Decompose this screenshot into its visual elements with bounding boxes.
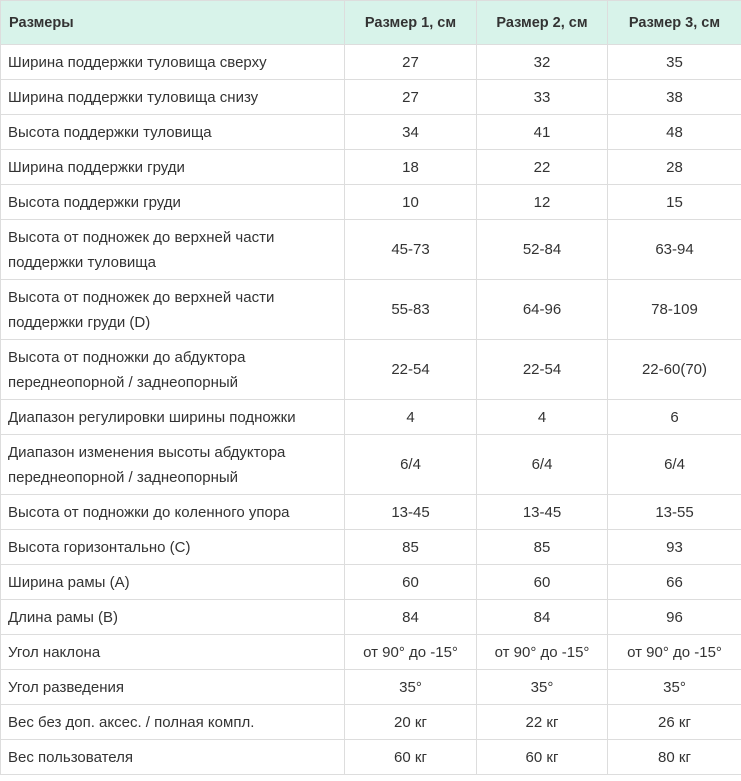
- table-row: [1, 670, 741, 705]
- table-row: [1, 400, 741, 435]
- size-1-value: 34: [345, 115, 477, 150]
- table-row: [1, 220, 741, 280]
- row-label: Вес пользователя: [1, 740, 345, 775]
- size-3-value: 38: [608, 80, 741, 115]
- size-2-value: 60: [477, 565, 608, 600]
- table-row: [1, 185, 741, 220]
- size-2-value: 6/4: [477, 435, 608, 495]
- size-3-value: 35°: [608, 670, 741, 705]
- row-label: Вес без доп. аксес. / полная компл.: [1, 705, 345, 740]
- size-1-value: 60 кг: [345, 740, 477, 775]
- size-1-value: 85: [345, 530, 477, 565]
- table-row: [1, 115, 741, 150]
- size-2-value: 52-84: [477, 220, 608, 280]
- size-2-value: 60 кг: [477, 740, 608, 775]
- header-size-1: Размер 1, см: [345, 1, 477, 45]
- row-label: Диапазон изменения высоты абдуктора переднеопорной / заднеопорный: [1, 435, 345, 495]
- size-2-value: 41: [477, 115, 608, 150]
- table-row: [1, 280, 741, 340]
- row-label: Ширина поддержки груди: [1, 150, 345, 185]
- row-label: Высота от подножек до верхней части поддержки туловища: [1, 220, 345, 280]
- row-label: Ширина рамы (A): [1, 565, 345, 600]
- size-2-value: 22: [477, 150, 608, 185]
- size-1-value: 27: [345, 45, 477, 80]
- row-label: Высота поддержки туловища: [1, 115, 345, 150]
- size-2-value: 22-54: [477, 340, 608, 400]
- row-label: Диапазон регулировки ширины подножки: [1, 400, 345, 435]
- row-label: Ширина поддержки туловища сверху: [1, 45, 345, 80]
- row-label: Высота от подножки до коленного упора: [1, 495, 345, 530]
- size-1-value: 10: [345, 185, 477, 220]
- size-1-value: 20 кг: [345, 705, 477, 740]
- size-2-value: 13-45: [477, 495, 608, 530]
- header-size-3: Размер 3, см: [608, 1, 741, 45]
- size-3-value: 66: [608, 565, 741, 600]
- row-label: Угол разведения: [1, 670, 345, 705]
- table-row: [1, 495, 741, 530]
- row-label: Высота горизонтально (C): [1, 530, 345, 565]
- size-1-value: 27: [345, 80, 477, 115]
- header-sizes: Размеры: [1, 1, 345, 45]
- table-row: [1, 705, 741, 740]
- table-row: [1, 740, 741, 775]
- header-size-2: Размер 2, см: [477, 1, 608, 45]
- table-row: [1, 600, 741, 635]
- size-3-value: 28: [608, 150, 741, 185]
- size-1-value: 60: [345, 565, 477, 600]
- table-row: [1, 565, 741, 600]
- table-row: [1, 635, 741, 670]
- size-3-value: 96: [608, 600, 741, 635]
- size-3-value: 48: [608, 115, 741, 150]
- size-2-value: 33: [477, 80, 608, 115]
- size-3-value: от 90° до -15°: [608, 635, 741, 670]
- table-row: [1, 80, 741, 115]
- size-1-value: 22-54: [345, 340, 477, 400]
- size-2-value: 35°: [477, 670, 608, 705]
- size-2-value: 22 кг: [477, 705, 608, 740]
- table-row: [1, 150, 741, 185]
- table-row: [1, 45, 741, 80]
- size-1-value: 4: [345, 400, 477, 435]
- size-3-value: 93: [608, 530, 741, 565]
- size-3-value: 80 кг: [608, 740, 741, 775]
- size-2-value: 64-96: [477, 280, 608, 340]
- size-1-value: 35°: [345, 670, 477, 705]
- row-label: Высота поддержки груди: [1, 185, 345, 220]
- size-3-value: 63-94: [608, 220, 741, 280]
- table-header-row: [1, 1, 741, 45]
- size-1-value: 84: [345, 600, 477, 635]
- table-row: [1, 435, 741, 495]
- size-1-value: от 90° до -15°: [345, 635, 477, 670]
- size-2-value: 32: [477, 45, 608, 80]
- size-1-value: 18: [345, 150, 477, 185]
- size-2-value: 84: [477, 600, 608, 635]
- row-label: Длина рамы (B): [1, 600, 345, 635]
- size-3-value: 78-109: [608, 280, 741, 340]
- size-3-value: 13-55: [608, 495, 741, 530]
- size-2-value: 85: [477, 530, 608, 565]
- size-3-value: 6: [608, 400, 741, 435]
- size-3-value: 35: [608, 45, 741, 80]
- table-row: [1, 340, 741, 400]
- size-2-value: 12: [477, 185, 608, 220]
- size-2-value: 4: [477, 400, 608, 435]
- size-1-value: 6/4: [345, 435, 477, 495]
- size-1-value: 45-73: [345, 220, 477, 280]
- size-1-value: 55-83: [345, 280, 477, 340]
- table-row: [1, 530, 741, 565]
- row-label: Высота от подножек до верхней части поддержки груди (D): [1, 280, 345, 340]
- size-3-value: 15: [608, 185, 741, 220]
- size-3-value: 26 кг: [608, 705, 741, 740]
- size-2-value: от 90° до -15°: [477, 635, 608, 670]
- size-3-value: 6/4: [608, 435, 741, 495]
- size-1-value: 13-45: [345, 495, 477, 530]
- row-label: Высота от подножки до абдуктора переднеопорной / заднеопорный: [1, 340, 345, 400]
- size-3-value: 22-60(70): [608, 340, 741, 400]
- row-label: Ширина поддержки туловища снизу: [1, 80, 345, 115]
- row-label: Угол наклона: [1, 635, 345, 670]
